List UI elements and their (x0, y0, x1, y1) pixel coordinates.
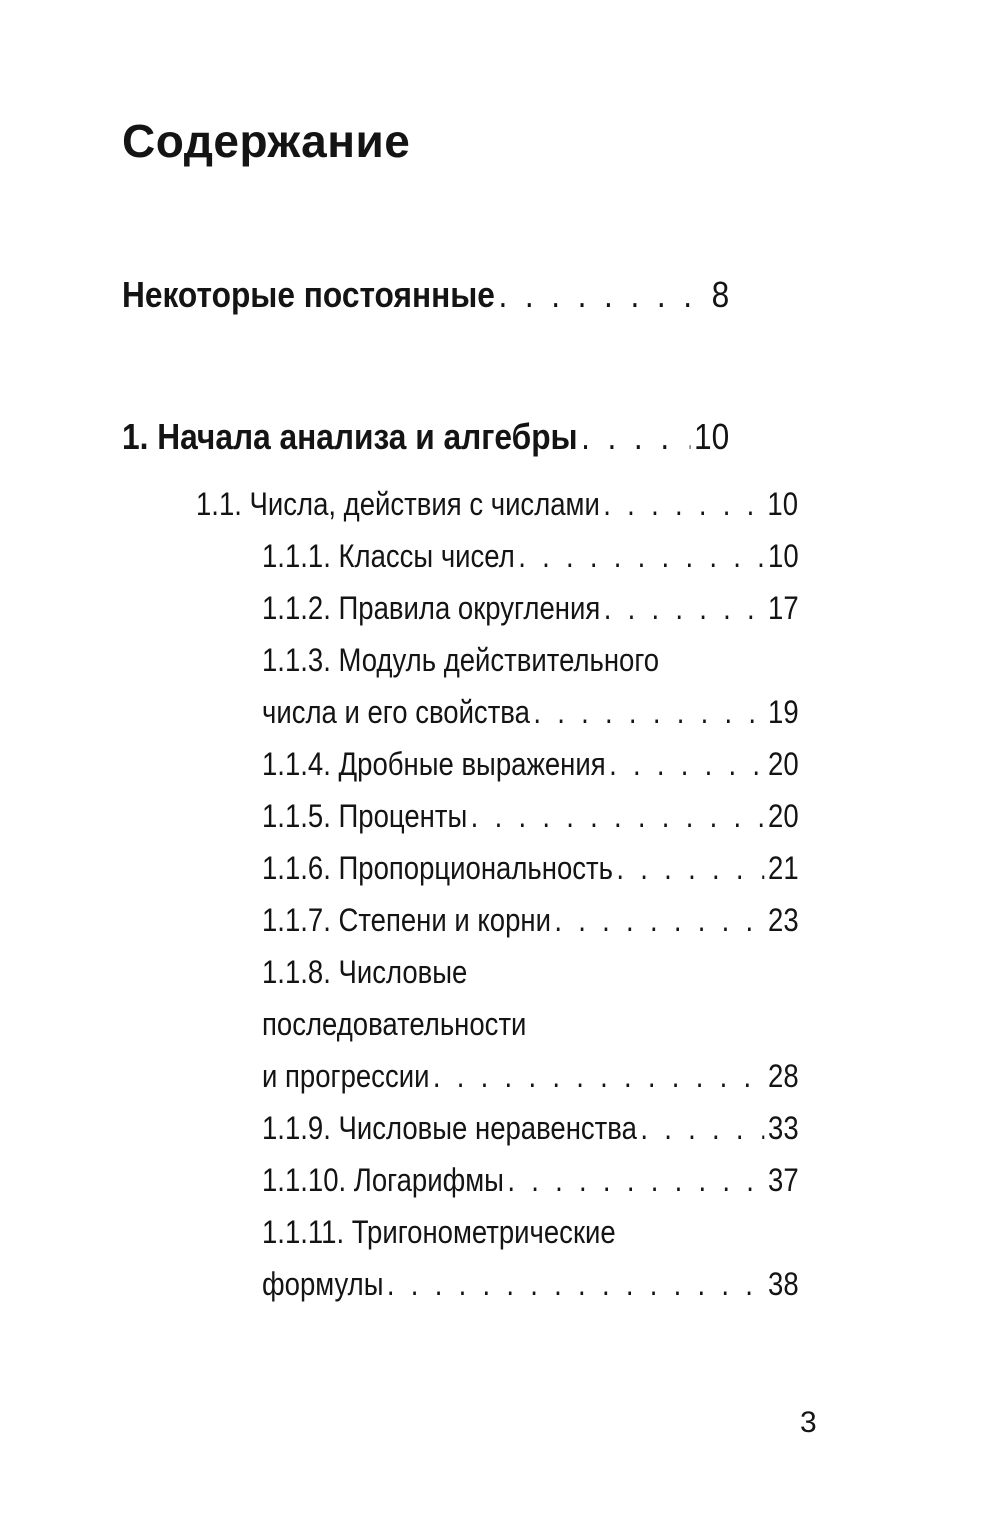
dot-leader (498, 274, 708, 316)
toc-entry-label: числа и его свойства (262, 694, 530, 730)
toc-entry-label: 1.1.5. Проценты (262, 798, 468, 834)
dot-leader (581, 416, 690, 458)
toc-entry-page: 17 (768, 590, 799, 626)
toc-entry-section-1-1-11-line[interactable]: 1.1.11. Тригонометрические (262, 1214, 616, 1250)
toc-entry-section-1-1-4[interactable] (262, 746, 799, 783)
toc-entry-label: 1. Начала анализа и алгебры (122, 416, 578, 457)
dot-leader (518, 538, 764, 575)
toc-entry-page: 10 (767, 486, 798, 522)
toc-entry-page: 20 (768, 798, 799, 834)
toc-entry-label: 1.1.4. Дробные выражения (262, 746, 606, 782)
dot-leader (387, 1266, 765, 1303)
dot-leader (433, 1058, 765, 1095)
dot-leader (640, 1110, 764, 1147)
toc-entry-label: 1.1.2. Правила округления (262, 590, 601, 626)
toc-entry-page: 10 (693, 416, 730, 457)
toc-entry-page: 20 (768, 746, 799, 782)
toc-entry-page: 21 (768, 850, 799, 886)
toc-entry-section-1-1-1[interactable] (262, 538, 799, 575)
toc-entry-section-1-1-2[interactable] (262, 590, 799, 627)
toc-entry-section-1-1[interactable] (196, 486, 798, 523)
dot-leader (507, 1162, 764, 1199)
page-number: 3 (800, 1406, 817, 1439)
dot-leader (616, 850, 764, 887)
toc-entry-label: Некоторые постоянные (122, 274, 495, 315)
dot-leader (533, 694, 764, 731)
toc-entry-label: 1.1.1. Классы чисел (262, 538, 515, 574)
toc-entry-label: 1.1. Числа, действия с числами (196, 486, 600, 522)
toc-entry-section-1-1-3-line[interactable]: 1.1.3. Модуль действительного (262, 642, 660, 678)
toc-entry-page: 28 (768, 1058, 799, 1094)
toc-entry-page: 19 (768, 694, 799, 730)
toc-entry-label: формулы (262, 1266, 384, 1302)
toc-entry-section-1-1-10[interactable] (262, 1162, 799, 1199)
toc-entry-section-1-1-7[interactable] (262, 902, 799, 939)
toc-entry-label: 1.1.9. Числовые неравенства (262, 1110, 637, 1146)
toc-entry-page: 8 (711, 274, 730, 315)
dot-leader (609, 746, 765, 783)
toc-entry-label: 1.1.6. Пропорциональность (262, 850, 613, 886)
toc-entry-page: 37 (768, 1162, 799, 1198)
toc-entry-section-1-1-6[interactable] (262, 850, 799, 887)
page-title: Содержание (122, 115, 411, 167)
dot-leader (554, 902, 764, 939)
toc-entry-label: 1.1.7. Степени и корни (262, 902, 551, 938)
toc-entry-page: 33 (768, 1110, 799, 1146)
dot-leader (604, 590, 765, 627)
toc-entry-page: 23 (768, 902, 799, 938)
toc-entry-section-1-1-5[interactable] (262, 798, 799, 835)
toc-entry-section-1-1-8-line[interactable]: 1.1.8. Числовые (262, 954, 468, 990)
toc-entry-page: 10 (768, 538, 799, 574)
toc-entry-section-1-1-9[interactable] (262, 1110, 799, 1147)
toc-entry-label: и прогрессии (262, 1058, 430, 1094)
toc-entry-chapter-1[interactable] (122, 416, 729, 458)
toc-entry-page: 38 (768, 1266, 799, 1302)
toc-entry-label: 1.1.10. Логарифмы (262, 1162, 504, 1198)
toc-entry-section-1-1-8-line[interactable]: последовательности (262, 1006, 527, 1042)
toc-entry-section-1-1-3[interactable] (262, 694, 799, 731)
toc-entry-section-1-1-11[interactable] (262, 1266, 799, 1303)
dot-leader (603, 486, 764, 523)
dot-leader (471, 798, 765, 835)
toc-entry-constants[interactable] (122, 274, 729, 316)
toc-entry-section-1-1-8[interactable] (262, 1058, 799, 1095)
